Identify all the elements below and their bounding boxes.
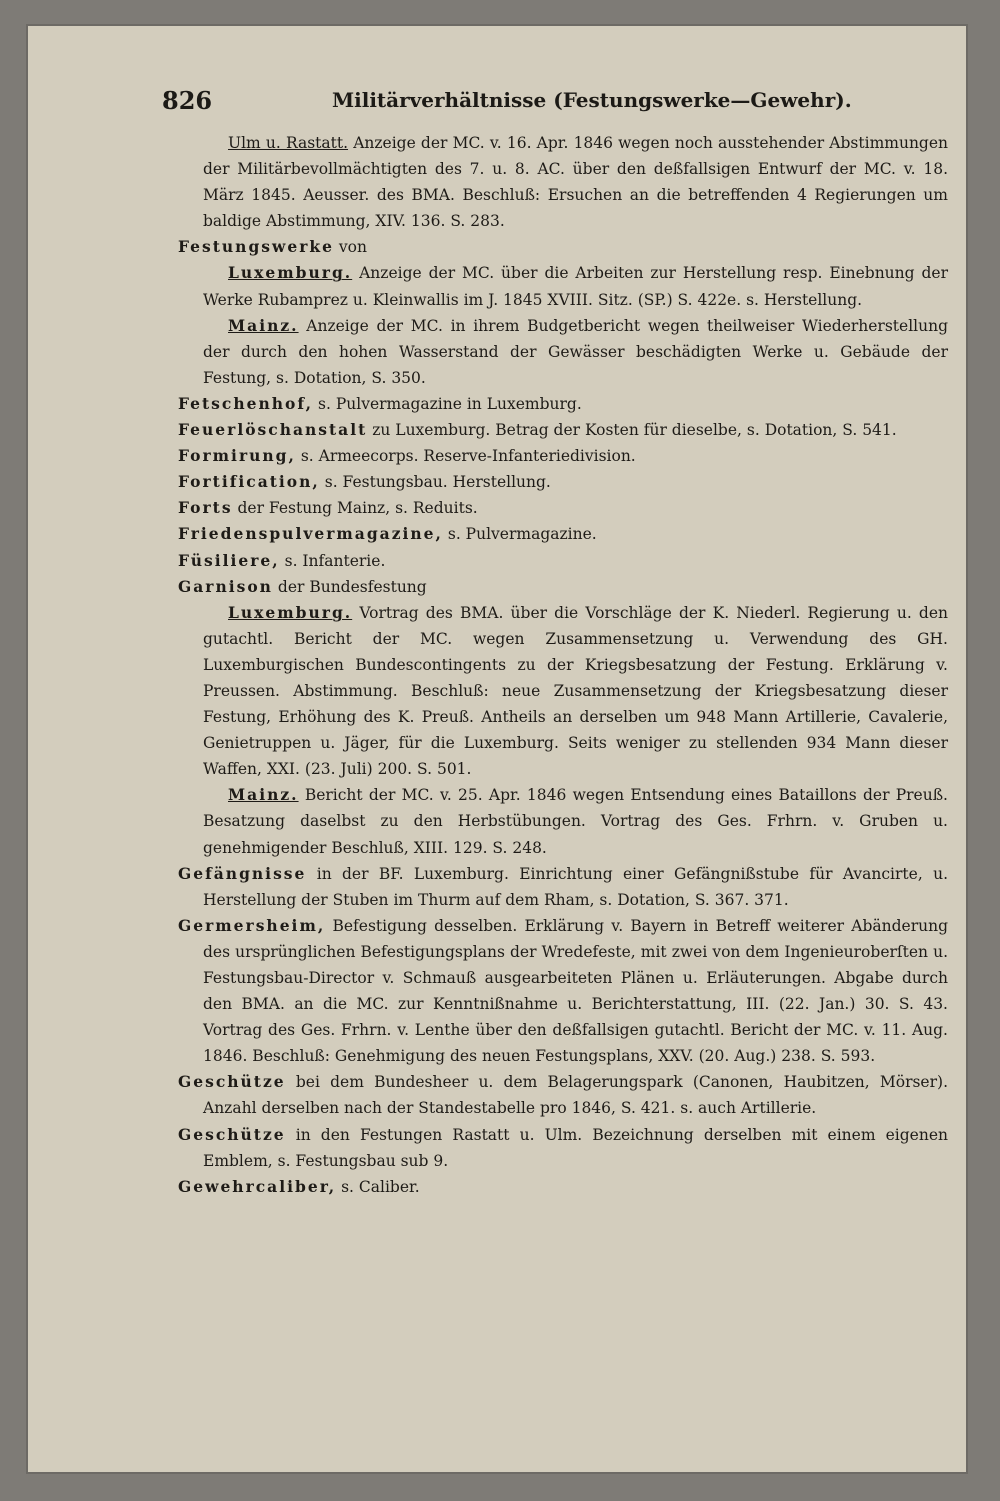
entry-lead: Mainz. <box>228 315 299 335</box>
index-subentry <box>178 782 948 860</box>
entry-lead: Luxemburg. <box>228 602 353 622</box>
index-entry <box>178 469 948 495</box>
index-entry <box>178 521 948 547</box>
entry-text: Vortrag des BMA. über die Vorschläge der K. Niederl. Regierung u. den gutachtl. Bericht der MC. wegen Zusammensetzung u. Verwendung des GH. Luxemburgischen Bundescontingents zu der Kriegsbesatzung der Festung. Erklärung v. Preussen. Abstimmung. Beschluß: neue Zusammensetzung der Kriegsbesatzung dieser Festung, Erhöhung des K. Preuß. Antheils an derselben um 948 Mann Artillerie, Cavalerie, Genietruppen u. Jäger, für die Luxemburg. Seits weniger zu stellenden 934 Mann dieser Waffen, XXI. (23. Juli) 200. S. 501. <box>203 603 948 779</box>
index-entry <box>178 1069 948 1121</box>
index-subentry <box>178 260 948 312</box>
index-subentry <box>178 600 948 783</box>
entry-head: Fortification, <box>178 472 320 492</box>
index-entry <box>178 1122 948 1174</box>
index-entry <box>178 548 948 574</box>
index-entry <box>178 861 948 913</box>
entry-head: Geschütze <box>178 1072 286 1092</box>
page-header <box>162 86 852 126</box>
entry-text: in der BF. Luxemburg. Einrichtung einer Gefängnißstube für Avancirte, u. Herstellung der Stuben im Thurm auf dem Rham, s. Dotation, S. 367. 371. <box>203 864 948 909</box>
index-subentry <box>178 130 948 234</box>
entry-head: Gefängnisse <box>178 863 307 883</box>
entry-head: Geschütze <box>178 1124 286 1144</box>
entry-text: in den Festungen Rastatt u. Ulm. Bezeichnung derselben mit einem eigenen Emblem, s. Festungsbau sub 9. <box>203 1125 948 1170</box>
index-entry <box>178 391 948 417</box>
entry-head: Formirung, <box>178 446 296 466</box>
entry-head: Fetschenhof, <box>178 393 314 413</box>
entry-head: Füsiliere, <box>178 550 280 570</box>
page-number: 826 <box>162 86 213 115</box>
entry-text: Bericht der MC. v. 25. Apr. 1846 wegen Entsendung eines Bataillons der Preuß. Besatzung daselbst zu den Herbstübungen. Vortrag des Ges. Frhrn. v. Gruben u. genehmigender Beschluß, XIII. 129. S. 248. <box>203 786 948 857</box>
entry-head: Germersheim, <box>178 915 326 935</box>
entry-text: der Bundesfestung <box>277 577 427 596</box>
entry-head: Feuerlöschanstalt <box>178 420 368 440</box>
entry-text: zu Luxemburg. Betrag der Kosten für dieselbe, s. Dotation, S. 541. <box>372 421 897 440</box>
entry-text: von <box>338 238 367 257</box>
index-entry <box>178 913 948 1070</box>
index-entry <box>178 1174 948 1200</box>
entry-text: Anzeige der MC. in ihrem Budgetbericht wegen theilweiser Wiederherstellung der durch den hohen Wasserstand der Gewässer beschädigten Werke u. Gebäude der Festung, s. Dotation, S. 350. <box>203 316 948 387</box>
running-title: Militärverhältnisse (Festungswerke—Gewehr). <box>332 88 852 112</box>
entry-head: Friedenspulvermagazine, <box>178 524 443 544</box>
entry-head: Forts <box>178 498 233 518</box>
entry-text: Anzeige der MC. v. 16. Apr. 1846 wegen noch ausstehender Abstimmungen der Militärbevollmächtigten des 7. u. 8. AC. über den deßfallsigen Entwurf der MC. v. 18. März 1845. Aeusser. des BMA. Beschluß: Ersuchen an die betreffenden 4 Regierungen um baldige Abstimmung, XIV. 136. S. 283. <box>203 134 949 231</box>
index-body <box>178 130 948 1200</box>
index-entry <box>178 443 948 469</box>
entry-text: s. Festungsbau. Herstellung. <box>324 473 551 492</box>
index-entry <box>178 417 948 443</box>
entry-lead: Ulm u. Rastatt. <box>228 134 349 152</box>
index-entry <box>178 574 948 600</box>
entry-text: s. Pulvermagazine. <box>447 525 597 544</box>
entry-text: s. Infanterie. <box>284 551 386 570</box>
entry-text: s. Caliber. <box>341 1177 420 1196</box>
entry-head: Gewehrcaliber, <box>178 1176 337 1196</box>
entry-text: bei dem Bundesheer u. dem Belagerungspark (Canonen, Haubitzen, Mörser). Anzahl derselben nach der Standestabelle pro 1846, S. 421. s. auch Artillerie. <box>203 1073 948 1118</box>
entry-lead: Luxemburg. <box>228 263 353 283</box>
index-subentry <box>178 313 948 391</box>
index-entry <box>178 234 948 260</box>
entry-text: s. Pulvermagazine in Luxemburg. <box>318 394 582 413</box>
entry-text: Anzeige der MC. über die Arbeiten zur Herstellung resp. Einebnung der Werke Rubamprez u. Kleinwallis im J. 1845 XVIII. Sitz. (SP.) S. 422e. s. Herstellung. <box>203 264 948 309</box>
entry-head: Festungswerke <box>178 237 334 257</box>
entry-head: Garnison <box>178 576 273 596</box>
index-entry <box>178 495 948 521</box>
entry-lead: Mainz. <box>228 785 299 805</box>
entry-text: der Festung Mainz, s. Reduits. <box>237 499 478 518</box>
entry-text: s. Armeecorps. Reserve-Infanteriedivision. <box>300 447 636 466</box>
entry-text: Befestigung desselben. Erklärung v. Bayern in Betreff weiterer Abänderung des ursprünglichen Befestigungsplans der Wredefeste, mit zwei von dem Ingenieuroberſten u. Festungsbau-Director v. Schmauß ausgearbeiteten Plänen u. Erläuterungen. Abgabe durch den BMA. an die MC. zur Kenntnißnahme u. Berichterstattung, III. (22. Jan.) 30. S. 43. Vortrag des Ges. Frhrn. v. Lenthe über den deßfallsigen gutachtl. Bericht der MC. v. 11. Aug. 1846. Beschluß: Genehmigung des neuen Festungsplans, XXV. (20. Aug.) 238. S. 593. <box>203 916 948 1066</box>
